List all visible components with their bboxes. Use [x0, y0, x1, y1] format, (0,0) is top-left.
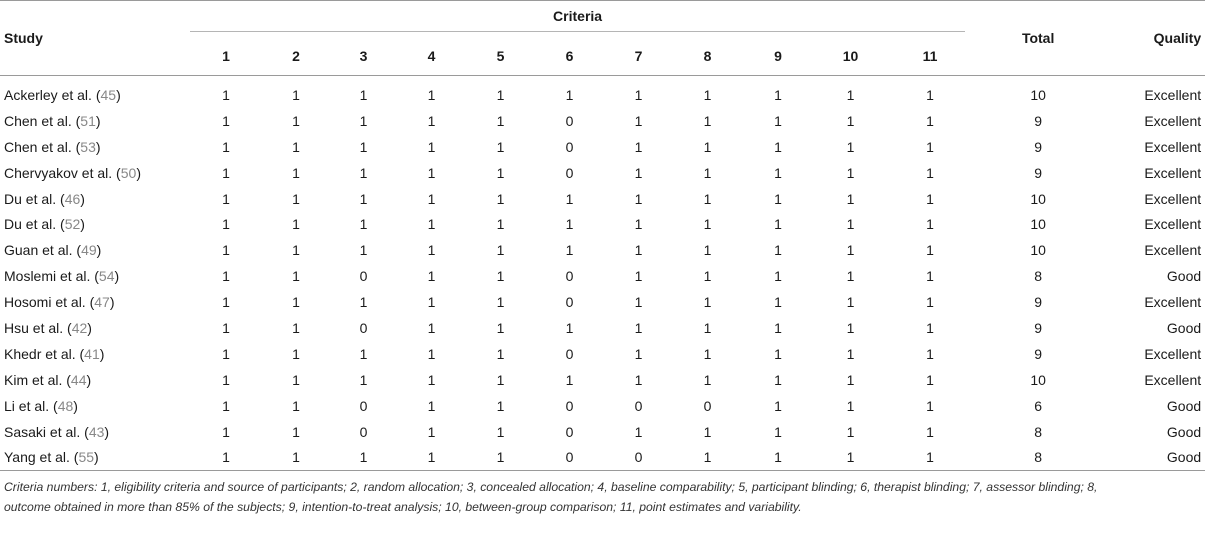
criteria-score-cell: 1: [427, 138, 436, 155]
criteria-score-cell: 1: [496, 242, 505, 259]
study-cell: Chen et al. (53): [4, 138, 101, 155]
criteria-score-cell: 1: [846, 86, 855, 103]
quality-cell: Good: [1166, 319, 1202, 336]
criteria-score-cell: 1: [496, 294, 505, 311]
reference-link[interactable]: 54: [98, 268, 115, 285]
criteria-score-cell: 1: [222, 86, 230, 103]
criteria-score-cell: 1: [565, 86, 574, 103]
criteria-score-cell: 1: [774, 268, 782, 285]
criteria-score-cell: 1: [926, 86, 934, 103]
criteria-score-cell: 1: [222, 294, 230, 311]
criteria-score-cell: 1: [427, 319, 436, 336]
criteria-score-cell: 1: [703, 294, 712, 311]
criteria-score-cell: 1: [846, 423, 855, 440]
study-name: Sasaki et al.: [4, 423, 81, 440]
criteria-score-cell: 1: [359, 242, 368, 259]
criteria-score-cell: 1: [292, 138, 300, 155]
criteria-score-cell: 1: [703, 86, 712, 103]
criteria-score-cell: 1: [774, 371, 782, 388]
criteria-score-cell: 0: [359, 268, 368, 285]
criteria-score-cell: 1: [774, 449, 782, 466]
criteria-score-cell: 1: [703, 138, 712, 155]
table-footnote: Criteria numbers: 1, eligibility criteria and source of participants; 2, random allocation; 3, concealed allocation; 4, baseline comparability; 5, participant blinding; 6, therapist blinding; 7, assessor blinding; 8, outcome obtained in more than 85% of the subjects; 9, intention-to-treat analysis; 10, between-group comparison; 11, point estimates and variability.: [4, 480, 1098, 515]
study-name: Kim et al.: [4, 371, 63, 388]
study-cell: Chen et al. (51): [4, 112, 101, 129]
study-name: Du et al.: [4, 190, 57, 207]
study-cell: Du et al. (52): [4, 216, 85, 233]
criteria-score-cell: 1: [774, 86, 782, 103]
total-cell: 10: [1030, 190, 1046, 207]
total-cell: 10: [1030, 371, 1046, 388]
criteria-score-cell: 1: [292, 164, 300, 181]
table-row: [0, 393, 1205, 419]
criteria-score-cell: 0: [359, 319, 368, 336]
criteria-score-cell: 1: [292, 268, 300, 285]
reference-link[interactable]: 55: [78, 449, 95, 466]
criteria-score-cell: 1: [846, 449, 855, 466]
total-cell: 6: [1034, 397, 1043, 414]
criteria-score-cell: 1: [496, 345, 505, 362]
total-cell: 9: [1034, 138, 1043, 155]
study-cell: Yang et al. (55): [4, 449, 99, 466]
criteria-score-cell: 1: [359, 345, 368, 362]
criteria-score-cell: 1: [359, 371, 368, 388]
criteria-score-cell: 1: [634, 112, 643, 129]
criteria-score-cell: 1: [926, 294, 934, 311]
criteria-score-cell: 1: [427, 345, 436, 362]
criteria-score-cell: 1: [496, 216, 505, 233]
total-cell: 10: [1030, 242, 1046, 259]
reference-link[interactable]: 51: [80, 112, 96, 129]
criteria-score-cell: 1: [634, 164, 643, 181]
total-cell: 10: [1030, 216, 1046, 233]
criteria-score-cell: 1: [427, 190, 436, 207]
criteria-score-cell: 1: [926, 164, 934, 181]
quality-cell: Excellent: [1144, 86, 1202, 103]
table-header: [0, 1, 1205, 76]
quality-cell: Excellent: [1144, 190, 1202, 207]
criteria-score-cell: 1: [496, 190, 505, 207]
reference-link[interactable]: 50: [120, 164, 137, 181]
criteria-number-header: 6: [565, 48, 574, 64]
criteria-score-cell: 1: [427, 423, 436, 440]
study-cell: Li et al. (48): [4, 397, 78, 414]
criteria-score-cell: 1: [846, 397, 855, 414]
study-cell: Guan et al. (49): [4, 242, 102, 259]
criteria-score-cell: 1: [222, 397, 230, 414]
table-row: [0, 134, 1205, 160]
criteria-score-cell: 1: [634, 86, 643, 103]
criteria-score-cell: 1: [222, 190, 230, 207]
criteria-score-cell: 1: [496, 371, 505, 388]
criteria-score-cell: 1: [222, 164, 230, 181]
criteria-score-cell: 1: [846, 190, 855, 207]
criteria-score-cell: 1: [427, 216, 436, 233]
table-row: [0, 186, 1205, 212]
table-row: [0, 76, 1205, 108]
criteria-score-cell: 1: [496, 423, 505, 440]
study-cell: Ackerley et al. (45): [4, 86, 121, 103]
criteria-score-cell: 1: [926, 216, 934, 233]
criteria-score-cell: 1: [703, 371, 712, 388]
study-cell: Moslemi et al. (54): [4, 268, 120, 285]
criteria-score-cell: 1: [496, 86, 505, 103]
criteria-score-cell: 1: [292, 319, 300, 336]
table-body: [0, 76, 1205, 471]
criteria-score-cell: 0: [703, 397, 712, 414]
criteria-score-cell: 1: [926, 112, 934, 129]
criteria-score-cell: 1: [359, 449, 368, 466]
criteria-score-cell: 1: [359, 112, 368, 129]
criteria-score-cell: 1: [774, 294, 782, 311]
criteria-score-cell: 1: [496, 449, 505, 466]
criteria-score-cell: 0: [565, 449, 574, 466]
study-cell: Sasaki et al. (43): [4, 423, 110, 440]
criteria-score-cell: 1: [496, 112, 505, 129]
criteria-score-cell: 0: [565, 112, 574, 129]
study-cell: Hosomi et al. (47): [4, 294, 115, 311]
criteria-score-cell: 1: [926, 319, 934, 336]
criteria-score-cell: 1: [222, 138, 230, 155]
criteria-score-cell: 1: [292, 294, 300, 311]
criteria-label: Criteria: [190, 6, 965, 32]
criteria-score-cell: 1: [359, 86, 368, 103]
criteria-score-cell: 1: [292, 397, 300, 414]
total-cell: 8: [1034, 268, 1043, 285]
criteria-number-header: 11: [922, 48, 938, 64]
total-cell: 8: [1034, 449, 1043, 466]
criteria-score-cell: 1: [292, 345, 300, 362]
criteria-score-cell: 1: [222, 319, 230, 336]
reference-link[interactable]: 48: [57, 397, 74, 414]
criteria-group-header: [190, 1, 973, 38]
criteria-score-cell: 1: [703, 449, 712, 466]
table-row: [0, 108, 1205, 134]
criteria-score-cell: 1: [634, 190, 643, 207]
criteria-score-cell: 1: [846, 112, 855, 129]
criteria-score-cell: 1: [292, 242, 300, 259]
criteria-score-cell: 1: [359, 216, 368, 233]
criteria-number-header: 2: [292, 48, 300, 64]
criteria-score-cell: 1: [427, 86, 436, 103]
criteria-score-cell: 1: [926, 138, 934, 155]
criteria-score-cell: 1: [222, 216, 230, 233]
criteria-number-header: 4: [427, 48, 436, 64]
header-row-top: [0, 1, 1205, 38]
reference-link[interactable]: 44: [70, 371, 87, 388]
criteria-score-cell: 1: [427, 294, 436, 311]
criteria-score-cell: 1: [359, 138, 368, 155]
criteria-score-cell: 1: [774, 242, 782, 259]
criteria-score-cell: 1: [496, 164, 505, 181]
criteria-score-cell: 1: [846, 371, 855, 388]
table-row: [0, 444, 1205, 470]
criteria-number-header: 3: [359, 48, 368, 64]
quality-cell: Good: [1166, 268, 1202, 285]
criteria-score-cell: 1: [703, 268, 712, 285]
quality-column-header: Quality: [1153, 30, 1202, 46]
table-row: [0, 315, 1205, 341]
study-name: Moslemi et al.: [4, 268, 91, 285]
criteria-score-cell: 1: [703, 423, 712, 440]
criteria-score-cell: 1: [634, 345, 643, 362]
criteria-score-cell: 1: [846, 294, 855, 311]
reference-link[interactable]: 53: [80, 138, 96, 155]
criteria-score-cell: 1: [774, 423, 782, 440]
criteria-score-cell: 1: [292, 371, 300, 388]
criteria-number-header: 9: [774, 48, 782, 64]
criteria-score-cell: 0: [565, 164, 574, 181]
study-cell: Khedr et al. (41): [4, 345, 105, 362]
criteria-score-cell: 1: [926, 397, 934, 414]
criteria-score-cell: 1: [926, 268, 934, 285]
criteria-score-cell: 1: [926, 371, 934, 388]
criteria-score-cell: 1: [774, 138, 782, 155]
criteria-score-cell: 0: [359, 423, 368, 440]
total-cell: 8: [1034, 423, 1043, 440]
total-cell: 9: [1034, 319, 1043, 336]
criteria-score-cell: 1: [774, 216, 782, 233]
criteria-score-cell: 1: [774, 319, 782, 336]
criteria-score-cell: 1: [222, 112, 230, 129]
criteria-number-header: 5: [496, 48, 505, 64]
criteria-score-cell: 0: [565, 138, 574, 155]
criteria-score-cell: 0: [565, 345, 574, 362]
criteria-score-cell: 1: [292, 86, 300, 103]
criteria-score-cell: 1: [634, 242, 643, 259]
total-cell: 9: [1034, 294, 1043, 311]
criteria-number-header: 1: [222, 48, 230, 64]
criteria-score-cell: 1: [359, 294, 368, 311]
criteria-score-cell: 1: [926, 190, 934, 207]
table-row: [0, 419, 1205, 445]
criteria-score-cell: 1: [427, 242, 436, 259]
study-name: Hsu et al.: [4, 319, 64, 336]
criteria-score-cell: 1: [427, 268, 436, 285]
criteria-score-cell: 1: [703, 319, 712, 336]
total-column-header: Total: [1021, 30, 1055, 46]
criteria-score-cell: 0: [565, 294, 574, 311]
total-cell: 9: [1034, 164, 1043, 181]
criteria-score-cell: 1: [496, 397, 505, 414]
criteria-score-cell: 1: [222, 345, 230, 362]
study-name: Khedr et al.: [4, 345, 76, 362]
criteria-score-cell: 1: [427, 164, 436, 181]
criteria-score-cell: 1: [703, 112, 712, 129]
criteria-score-cell: 1: [846, 164, 855, 181]
table-row: [0, 367, 1205, 393]
criteria-score-cell: 1: [774, 345, 782, 362]
study-name: Hosomi et al.: [4, 294, 86, 311]
criteria-score-cell: 1: [774, 112, 782, 129]
criteria-score-cell: 1: [222, 449, 230, 466]
study-name: Chen et al.: [4, 112, 72, 129]
criteria-number-header: 10: [842, 48, 859, 64]
criteria-score-cell: 1: [846, 138, 855, 155]
reference-link[interactable]: 52: [64, 216, 81, 233]
criteria-score-cell: 1: [359, 190, 368, 207]
study-cell: Hsu et al. (42): [4, 319, 92, 336]
criteria-score-cell: 0: [565, 423, 574, 440]
study-name: Du et al.: [4, 216, 57, 233]
criteria-score-cell: 1: [846, 268, 855, 285]
criteria-score-cell: 1: [634, 268, 643, 285]
quality-cell: Excellent: [1144, 345, 1202, 362]
criteria-score-cell: 1: [634, 371, 643, 388]
total-cell: 9: [1034, 345, 1043, 362]
study-name: Chen et al.: [4, 138, 72, 155]
table-row: [0, 211, 1205, 237]
criteria-score-cell: 0: [634, 397, 643, 414]
study-name: Guan et al.: [4, 242, 73, 259]
criteria-score-cell: 1: [846, 319, 855, 336]
criteria-score-cell: 1: [292, 449, 300, 466]
total-cell: 10: [1030, 86, 1046, 103]
criteria-score-cell: 1: [774, 164, 782, 181]
criteria-score-cell: 1: [703, 216, 712, 233]
criteria-score-cell: 1: [427, 449, 436, 466]
criteria-score-cell: 1: [703, 345, 712, 362]
criteria-score-cell: 1: [634, 319, 643, 336]
criteria-score-cell: 1: [496, 138, 505, 155]
quality-cell: Good: [1166, 449, 1202, 466]
reference-link[interactable]: 41: [84, 345, 100, 362]
criteria-number-header: 8: [703, 48, 712, 64]
criteria-score-cell: 1: [774, 397, 782, 414]
criteria-score-cell: 1: [427, 397, 436, 414]
criteria-score-cell: 1: [292, 216, 300, 233]
reference-link[interactable]: 49: [81, 242, 97, 259]
criteria-score-cell: 1: [703, 164, 712, 181]
criteria-score-cell: 1: [926, 242, 934, 259]
criteria-score-cell: 1: [222, 242, 230, 259]
study-name: Li et al.: [4, 397, 50, 414]
criteria-score-cell: 0: [634, 449, 643, 466]
criteria-score-cell: 1: [926, 423, 934, 440]
criteria-score-cell: 1: [222, 268, 230, 285]
table-row: [0, 263, 1205, 289]
criteria-score-cell: 1: [926, 345, 934, 362]
criteria-score-cell: 1: [565, 371, 574, 388]
criteria-score-cell: 1: [496, 319, 505, 336]
criteria-score-cell: 1: [634, 216, 643, 233]
table-row: [0, 289, 1205, 315]
criteria-score-cell: 1: [774, 190, 782, 207]
criteria-score-cell: 1: [565, 190, 574, 207]
reference-link[interactable]: 46: [64, 190, 81, 207]
reference-link[interactable]: 42: [71, 319, 88, 336]
quality-cell: Excellent: [1144, 216, 1202, 233]
criteria-score-cell: 1: [846, 242, 855, 259]
criteria-score-cell: 0: [359, 397, 368, 414]
criteria-score-cell: 0: [565, 397, 574, 414]
criteria-score-cell: 1: [846, 345, 855, 362]
study-name: Chervyakov et al.: [4, 164, 113, 181]
study-cell: Kim et al. (44): [4, 371, 92, 388]
quality-cell: Good: [1166, 423, 1202, 440]
criteria-score-cell: 1: [292, 190, 300, 207]
criteria-score-cell: 1: [846, 216, 855, 233]
quality-cell: Excellent: [1144, 138, 1202, 155]
criteria-score-cell: 1: [634, 294, 643, 311]
criteria-score-cell: 1: [222, 423, 230, 440]
criteria-score-cell: 1: [703, 190, 712, 207]
table-row: [0, 160, 1205, 186]
reference-link[interactable]: 47: [94, 294, 110, 311]
quality-cell: Good: [1166, 397, 1202, 414]
criteria-score-cell: 1: [496, 268, 505, 285]
study-name: Yang et al.: [4, 449, 70, 466]
criteria-score-cell: 1: [703, 242, 712, 259]
criteria-score-cell: 1: [565, 242, 574, 259]
criteria-score-cell: 1: [565, 216, 574, 233]
quality-cell: Excellent: [1144, 112, 1202, 129]
criteria-score-cell: 1: [292, 112, 300, 129]
criteria-score-cell: 1: [427, 371, 436, 388]
quality-cell: Excellent: [1144, 371, 1202, 388]
quality-cell: Excellent: [1144, 242, 1202, 259]
study-column-header: Study: [4, 30, 43, 46]
criteria-score-cell: 1: [427, 112, 436, 129]
reference-link[interactable]: 45: [100, 86, 117, 103]
study-cell: Chervyakov et al. (50): [4, 164, 141, 181]
criteria-number-header: 7: [634, 48, 643, 64]
criteria-score-cell: 1: [222, 371, 230, 388]
criteria-score-cell: 1: [359, 164, 368, 181]
table-row: [0, 341, 1205, 367]
quality-cell: Excellent: [1144, 294, 1202, 311]
quality-cell: Excellent: [1144, 164, 1202, 181]
criteria-score-cell: 1: [634, 423, 643, 440]
study-name: Ackerley et al.: [4, 86, 92, 103]
criteria-score-cell: 1: [565, 319, 574, 336]
total-cell: 9: [1034, 112, 1043, 129]
criteria-score-cell: 0: [565, 268, 574, 285]
reference-link[interactable]: 43: [88, 423, 105, 440]
criteria-score-cell: 1: [926, 449, 934, 466]
table-row: [0, 237, 1205, 263]
criteria-score-cell: 1: [634, 138, 643, 155]
criteria-score-cell: 1: [292, 423, 300, 440]
study-cell: Du et al. (46): [4, 190, 85, 207]
